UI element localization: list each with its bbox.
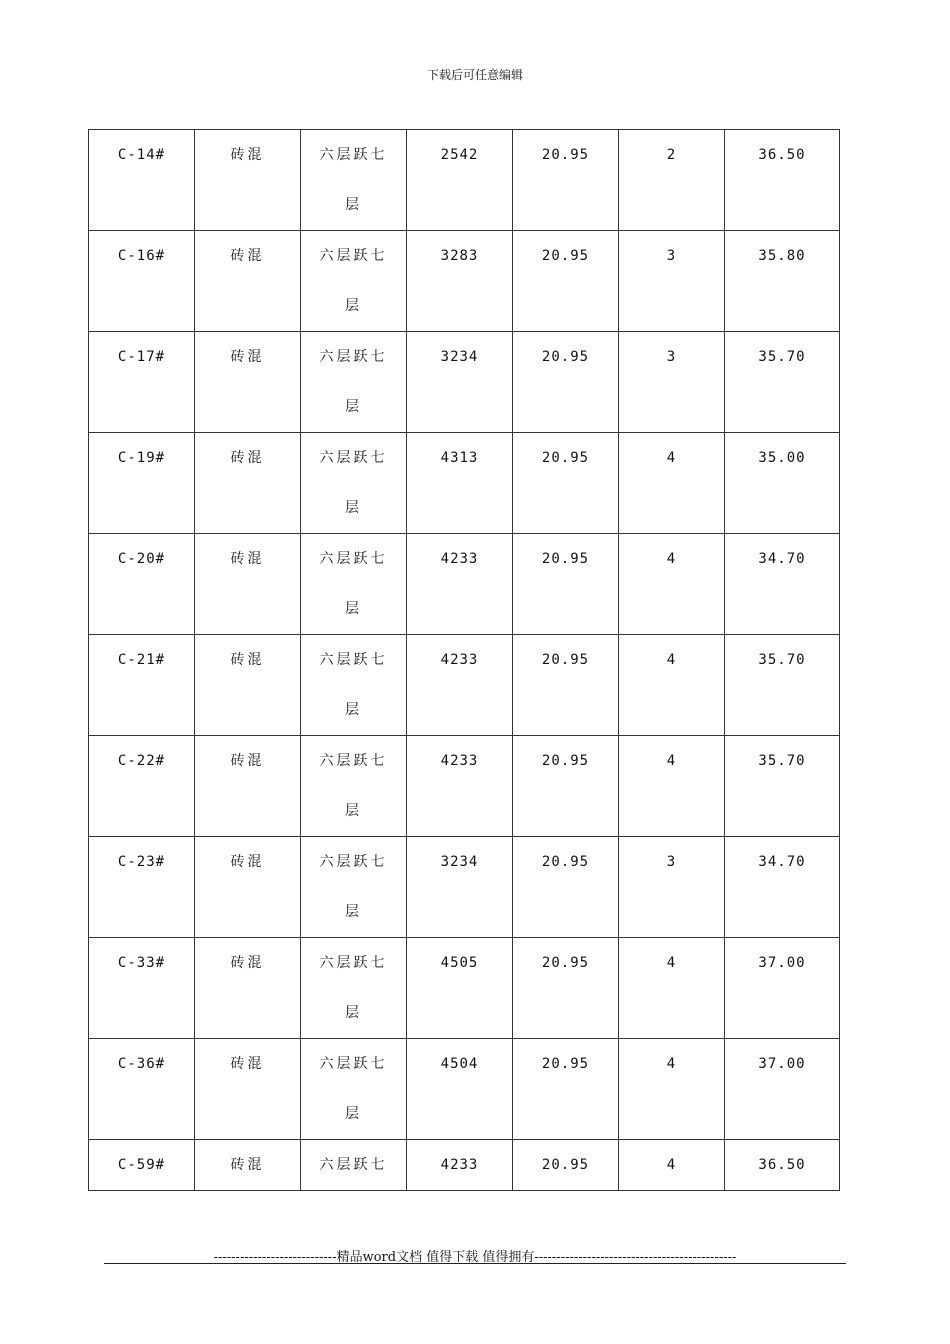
units-cell xyxy=(619,938,725,1039)
structure-cell xyxy=(195,231,301,332)
price-cell-text: 35.80 xyxy=(758,248,806,264)
table-row xyxy=(89,433,840,534)
building-id-cell xyxy=(89,332,195,433)
area-cell xyxy=(407,433,513,534)
building-id-cell xyxy=(89,433,195,534)
structure-cell xyxy=(195,635,301,736)
floors-cell-text: 六层跃七层 xyxy=(319,1056,388,1122)
area-cell-text: 3234 xyxy=(440,854,479,870)
height-cell-text: 20.95 xyxy=(541,147,590,163)
area-cell-text: 2542 xyxy=(440,147,479,163)
building-id-cell-text: C-33# xyxy=(117,955,166,971)
area-cell xyxy=(407,534,513,635)
units-cell-text: 4 xyxy=(666,1157,677,1173)
height-cell xyxy=(513,433,619,534)
table-row xyxy=(89,837,840,938)
building-id-cell-text: C-23# xyxy=(117,854,166,870)
units-cell xyxy=(619,534,725,635)
height-cell xyxy=(513,534,619,635)
price-cell-text: 36.50 xyxy=(758,147,806,163)
structure-cell xyxy=(195,534,301,635)
price-cell-text: 35.70 xyxy=(758,652,806,668)
building-id-cell xyxy=(89,938,195,1039)
price-cell-text: 35.00 xyxy=(758,450,806,466)
units-cell xyxy=(619,1140,725,1191)
units-cell-text: 3 xyxy=(666,349,677,365)
units-cell-text: 4 xyxy=(666,551,677,567)
floors-cell-text: 六层跃七 xyxy=(319,1157,388,1173)
structure-cell-text: 砖混 xyxy=(230,854,265,870)
table-row xyxy=(89,635,840,736)
table-row xyxy=(89,736,840,837)
floors-cell xyxy=(301,332,407,433)
price-cell-text: 36.50 xyxy=(758,1157,806,1173)
units-cell-text: 4 xyxy=(666,450,677,466)
units-cell xyxy=(619,837,725,938)
table-row xyxy=(89,938,840,1039)
structure-cell-text: 砖混 xyxy=(230,652,265,668)
floors-cell-text: 六层跃七层 xyxy=(319,349,388,415)
price-cell xyxy=(725,1140,840,1191)
floors-cell xyxy=(301,736,407,837)
height-cell xyxy=(513,130,619,231)
table-row xyxy=(89,1140,840,1191)
table-row xyxy=(89,332,840,433)
data-table xyxy=(88,129,840,1191)
height-cell-text: 20.95 xyxy=(541,1157,590,1173)
table-row xyxy=(89,231,840,332)
structure-cell-text: 砖混 xyxy=(230,349,265,365)
floors-cell-text: 六层跃七层 xyxy=(319,955,388,1021)
building-id-cell xyxy=(89,837,195,938)
height-cell-text: 20.95 xyxy=(541,753,590,769)
building-id-cell-text: C-19# xyxy=(117,450,166,466)
building-id-cell-text: C-16# xyxy=(117,248,166,264)
structure-cell-text: 砖混 xyxy=(230,147,265,163)
area-cell-text: 4233 xyxy=(440,551,479,567)
floors-cell xyxy=(301,635,407,736)
footer-rule xyxy=(104,1263,846,1264)
building-id-cell-text: C-36# xyxy=(117,1056,166,1072)
table-row xyxy=(89,1039,840,1140)
price-cell-text: 37.00 xyxy=(758,955,806,971)
floors-cell xyxy=(301,1140,407,1191)
price-cell-text: 34.70 xyxy=(758,551,806,567)
building-id-cell xyxy=(89,736,195,837)
area-cell-text: 4233 xyxy=(440,652,479,668)
price-cell xyxy=(725,433,840,534)
area-cell-text: 3283 xyxy=(440,248,479,264)
building-id-cell xyxy=(89,534,195,635)
height-cell-text: 20.95 xyxy=(541,1056,590,1072)
height-cell-text: 20.95 xyxy=(541,854,590,870)
floors-cell xyxy=(301,433,407,534)
units-cell-text: 4 xyxy=(666,955,677,971)
area-cell xyxy=(407,130,513,231)
floors-cell-text: 六层跃七层 xyxy=(319,450,388,516)
table-row xyxy=(89,130,840,231)
floors-cell-text: 六层跃七层 xyxy=(319,248,388,314)
height-cell xyxy=(513,736,619,837)
building-id-cell xyxy=(89,635,195,736)
table-row xyxy=(89,534,840,635)
structure-cell-text: 砖混 xyxy=(230,551,265,567)
floors-cell-text: 六层跃七层 xyxy=(319,551,388,617)
building-id-cell-text: C-59# xyxy=(117,1157,166,1173)
area-cell xyxy=(407,736,513,837)
units-cell xyxy=(619,1039,725,1140)
area-cell xyxy=(407,1039,513,1140)
structure-cell-text: 砖混 xyxy=(230,450,265,466)
area-cell xyxy=(407,1140,513,1191)
price-cell xyxy=(725,1039,840,1140)
floors-cell xyxy=(301,1039,407,1140)
price-cell xyxy=(725,231,840,332)
units-cell xyxy=(619,736,725,837)
structure-cell xyxy=(195,130,301,231)
building-id-cell-text: C-14# xyxy=(117,147,166,163)
units-cell-text: 3 xyxy=(666,854,677,870)
height-cell xyxy=(513,938,619,1039)
building-id-cell-text: C-22# xyxy=(117,753,166,769)
height-cell xyxy=(513,837,619,938)
height-cell xyxy=(513,1140,619,1191)
structure-cell xyxy=(195,332,301,433)
page-header: 下载后可任意编辑 xyxy=(426,68,523,82)
price-cell xyxy=(725,635,840,736)
building-id-cell xyxy=(89,1140,195,1191)
floors-cell-text: 六层跃七层 xyxy=(319,652,388,718)
area-cell xyxy=(407,231,513,332)
structure-cell-text: 砖混 xyxy=(230,955,265,971)
building-id-cell xyxy=(89,130,195,231)
price-cell-text: 35.70 xyxy=(758,753,806,769)
structure-cell xyxy=(195,1140,301,1191)
building-id-cell xyxy=(89,231,195,332)
structure-cell-text: 砖混 xyxy=(230,1056,265,1072)
price-cell xyxy=(725,130,840,231)
area-cell xyxy=(407,332,513,433)
area-cell-text: 4233 xyxy=(440,753,479,769)
page-footer: ----------------------------精品word文档 值得下载 值得拥有---------------------------------------------- xyxy=(213,1250,737,1265)
area-cell-text: 4313 xyxy=(440,450,479,466)
area-cell-text: 4505 xyxy=(440,955,479,971)
units-cell xyxy=(619,130,725,231)
height-cell xyxy=(513,1039,619,1140)
structure-cell xyxy=(195,837,301,938)
structure-cell xyxy=(195,736,301,837)
structure-cell xyxy=(195,433,301,534)
height-cell-text: 20.95 xyxy=(541,652,590,668)
building-id-cell-text: C-17# xyxy=(117,349,166,365)
units-cell-text: 2 xyxy=(666,147,677,163)
units-cell-text: 3 xyxy=(666,248,677,264)
floors-cell xyxy=(301,938,407,1039)
area-cell-text: 4233 xyxy=(440,1157,479,1173)
floors-cell xyxy=(301,231,407,332)
floors-cell-text: 六层跃七层 xyxy=(319,753,388,819)
units-cell xyxy=(619,433,725,534)
building-id-cell-text: C-20# xyxy=(117,551,166,567)
area-cell xyxy=(407,635,513,736)
units-cell xyxy=(619,231,725,332)
building-id-cell xyxy=(89,1039,195,1140)
height-cell-text: 20.95 xyxy=(541,955,590,971)
floors-cell-text: 六层跃七层 xyxy=(319,147,388,213)
area-cell-text: 4504 xyxy=(440,1056,479,1072)
building-id-cell-text: C-21# xyxy=(117,652,166,668)
floors-cell xyxy=(301,130,407,231)
structure-cell xyxy=(195,938,301,1039)
price-cell-text: 37.00 xyxy=(758,1056,806,1072)
height-cell-text: 20.95 xyxy=(541,349,590,365)
area-cell xyxy=(407,837,513,938)
floors-cell xyxy=(301,837,407,938)
structure-cell xyxy=(195,1039,301,1140)
floors-cell-text: 六层跃七层 xyxy=(319,854,388,920)
price-cell xyxy=(725,837,840,938)
units-cell-text: 4 xyxy=(666,1056,677,1072)
price-cell xyxy=(725,736,840,837)
height-cell-text: 20.95 xyxy=(541,551,590,567)
units-cell xyxy=(619,332,725,433)
height-cell-text: 20.95 xyxy=(541,450,590,466)
structure-cell-text: 砖混 xyxy=(230,753,265,769)
units-cell-text: 4 xyxy=(666,652,677,668)
price-cell-text: 35.70 xyxy=(758,349,806,365)
units-cell xyxy=(619,635,725,736)
price-cell xyxy=(725,534,840,635)
area-cell xyxy=(407,938,513,1039)
price-cell-text: 34.70 xyxy=(758,854,806,870)
floors-cell xyxy=(301,534,407,635)
price-cell xyxy=(725,332,840,433)
height-cell xyxy=(513,635,619,736)
area-cell-text: 3234 xyxy=(440,349,479,365)
structure-cell-text: 砖混 xyxy=(230,248,265,264)
height-cell-text: 20.95 xyxy=(541,248,590,264)
price-cell xyxy=(725,938,840,1039)
units-cell-text: 4 xyxy=(666,753,677,769)
structure-cell-text: 砖混 xyxy=(230,1157,265,1173)
height-cell xyxy=(513,231,619,332)
height-cell xyxy=(513,332,619,433)
